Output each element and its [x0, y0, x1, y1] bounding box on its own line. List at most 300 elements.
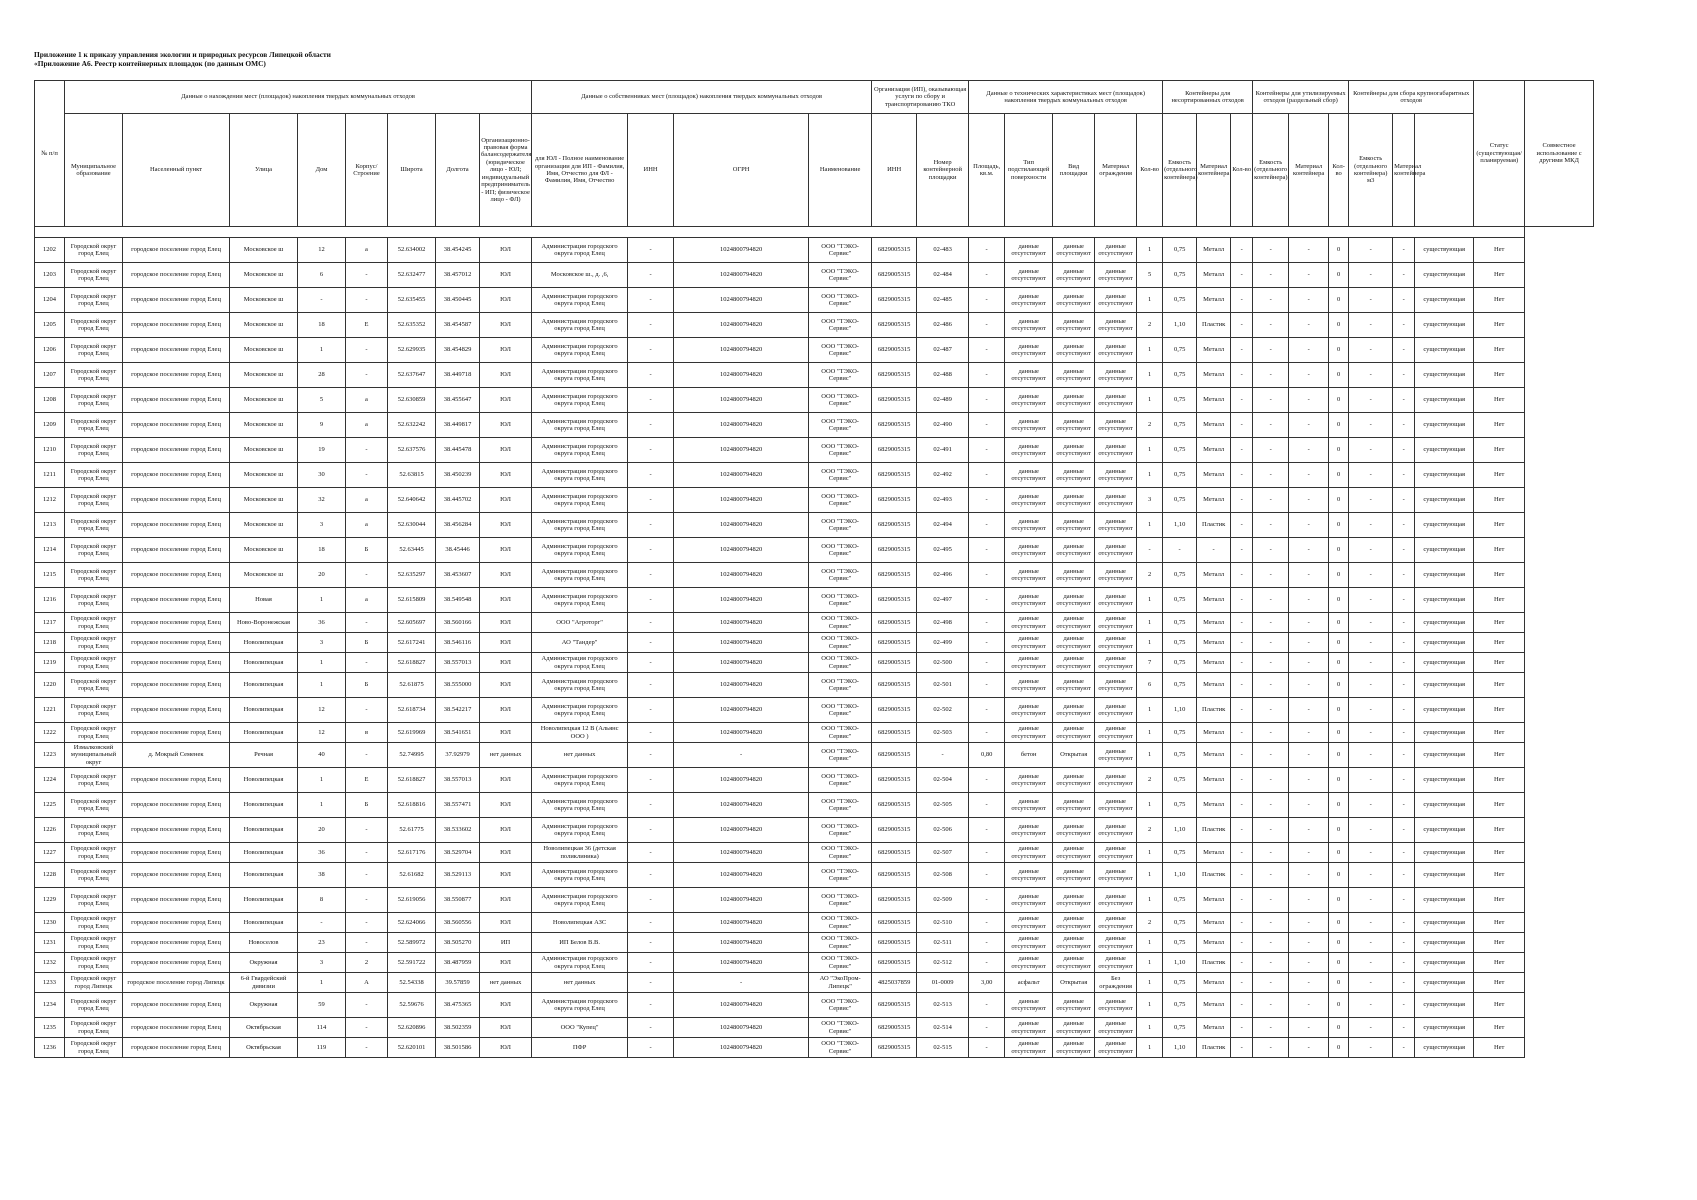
- cell-owner-name: Администрация городского округа город Елец: [532, 953, 628, 973]
- table-row: [35, 768, 1594, 793]
- cell-operator-inn: 6829005315: [872, 743, 917, 768]
- cell-status: существующая: [1415, 933, 1474, 953]
- header-spacer: [35, 227, 1594, 238]
- cell-surface: данные отсутствуют: [1005, 388, 1053, 413]
- cell-operator-name: ООО "ТЭКО-Сервис": [809, 633, 872, 653]
- header-legal-form: Организационно-правовая форма балансодержателя (юридическое лицо - ЮЛ; индивидуальный предприниматель - ИП; физическое лицо - ФЛ): [480, 114, 532, 227]
- cell-lon: 38.455647: [436, 388, 480, 413]
- cell-settlement: городское поселение город Елец: [123, 563, 230, 588]
- cell-bulky-count: 0: [1329, 653, 1349, 673]
- cell-site-type: данные отсутствуют: [1053, 613, 1095, 633]
- cell-surface: данные отсутствуют: [1005, 263, 1053, 288]
- cell-status: существующая: [1415, 338, 1474, 363]
- cell-unsorted-material: Пластик: [1197, 953, 1231, 973]
- cell-separate-count: -: [1231, 488, 1253, 513]
- cell-unsorted-material: Металл: [1197, 338, 1231, 363]
- header-municipality: Муниципальное образование: [65, 114, 123, 227]
- cell-bulky-capacity: -: [1349, 488, 1393, 513]
- cell-site-number: 01-0009: [917, 973, 969, 993]
- cell-owner-name: Администрация городского округа город Елец: [532, 653, 628, 673]
- cell-lon: 38.457012: [436, 263, 480, 288]
- cell-street: Московское ш: [230, 363, 298, 388]
- cell-inn: -: [628, 238, 674, 263]
- cell-inn: -: [628, 338, 674, 363]
- cell-ogrn: 1024800794820: [674, 363, 809, 388]
- cell-lon: 38.454829: [436, 338, 480, 363]
- cell-house: 20: [298, 818, 346, 843]
- cell-municipality: Городской округ город Елец: [65, 1018, 123, 1038]
- cell-separate-material: -: [1289, 538, 1329, 563]
- header-owner-name: для ЮЛ - Полное наименование организации для ИП - Фамилия, Имя, Отчество для ФЛ - Фамилия, Имя, Отчество: [532, 114, 628, 227]
- cell-inn: -: [628, 313, 674, 338]
- cell-legal-form: ЮЛ: [480, 843, 532, 863]
- cell-separate-capacity: -: [1253, 438, 1289, 463]
- cell-unsorted-material: Металл: [1197, 993, 1231, 1018]
- cell-municipality: Городской округ город Елец: [65, 388, 123, 413]
- cell-separate-material: -: [1289, 1038, 1329, 1058]
- cell-surface: асфальт: [1005, 973, 1053, 993]
- cell-fence: данные отсутствуют: [1095, 888, 1137, 913]
- cell-operator-name: ООО "ТЭКО-Сервис": [809, 438, 872, 463]
- cell-unsorted-capacity: 0,75: [1163, 463, 1197, 488]
- cell-building: -: [346, 1018, 388, 1038]
- cell-bulky-capacity: -: [1349, 288, 1393, 313]
- cell-area: -: [969, 843, 1005, 863]
- cell-num: 1222: [35, 723, 65, 743]
- cell-operator-inn: 6829005315: [872, 653, 917, 673]
- cell-operator-name: ООО "ТЭКО-Сервис": [809, 863, 872, 888]
- cell-unsorted-capacity: 1,10: [1163, 1038, 1197, 1058]
- cell-num: 1208: [35, 388, 65, 413]
- cell-street: Новолипецкая: [230, 818, 298, 843]
- cell-owner-name: Администрация городского округа город Елец: [532, 538, 628, 563]
- cell-fence: данные отсутствуют: [1095, 488, 1137, 513]
- cell-ogrn: 1024800794820: [674, 613, 809, 633]
- cell-separate-material: -: [1289, 673, 1329, 698]
- table-row: [35, 338, 1594, 363]
- cell-bulky-count: 0: [1329, 1038, 1349, 1058]
- cell-separate-capacity: -: [1253, 913, 1289, 933]
- cell-owner-name: Администрация городского округа город Елец: [532, 563, 628, 588]
- cell-separate-material: -: [1289, 698, 1329, 723]
- cell-lat: 52.635352: [388, 313, 436, 338]
- cell-shared: Нет: [1474, 288, 1525, 313]
- header-bulky-count: Кол-во: [1329, 114, 1349, 227]
- cell-lon: 38.45446: [436, 538, 480, 563]
- cell-separate-capacity: -: [1253, 338, 1289, 363]
- cell-lat: 52.59676: [388, 993, 436, 1018]
- cell-num: 1233: [35, 973, 65, 993]
- cell-unsorted-material: Металл: [1197, 413, 1231, 438]
- group-bulky: Контейнеры для сбора крупногабаритных отходов: [1349, 81, 1474, 114]
- cell-fence: данные отсутствуют: [1095, 953, 1137, 973]
- cell-ogrn: 1024800794820: [674, 563, 809, 588]
- cell-unsorted-count: 1: [1137, 363, 1163, 388]
- cell-unsorted-count: 2: [1137, 818, 1163, 843]
- cell-area: -: [969, 238, 1005, 263]
- cell-operator-name: ООО "ТЭКО-Сервис": [809, 263, 872, 288]
- cell-site-number: 02-509: [917, 888, 969, 913]
- cell-site-number: -: [917, 743, 969, 768]
- cell-separate-material: -: [1289, 588, 1329, 613]
- cell-shared: Нет: [1474, 973, 1525, 993]
- group-tech: Данные о технических характеристиках мест (площадок) накопления твердых коммунальных отходов: [969, 81, 1163, 114]
- table-row: [35, 413, 1594, 438]
- cell-unsorted-material: Пластик: [1197, 513, 1231, 538]
- cell-bulky-count: 0: [1329, 513, 1349, 538]
- cell-separate-count: -: [1231, 613, 1253, 633]
- cell-inn: -: [628, 793, 674, 818]
- cell-separate-count: -: [1231, 953, 1253, 973]
- cell-lon: 38.449817: [436, 413, 480, 438]
- cell-bulky-material: -: [1393, 673, 1415, 698]
- cell-operator-name: ООО "ТЭКО-Сервис": [809, 743, 872, 768]
- cell-unsorted-count: 1: [1137, 633, 1163, 653]
- cell-shared: Нет: [1474, 888, 1525, 913]
- cell-street: Новолипецкая: [230, 653, 298, 673]
- cell-status: существующая: [1415, 698, 1474, 723]
- cell-lat: 52.629935: [388, 338, 436, 363]
- cell-municipality: Городской округ город Елец: [65, 698, 123, 723]
- cell-site-type: данные отсутствуют: [1053, 388, 1095, 413]
- cell-site-number: 02-502: [917, 698, 969, 723]
- cell-fence: данные отсутствуют: [1095, 673, 1137, 698]
- cell-fence: данные отсутствуют: [1095, 263, 1137, 288]
- cell-site-type: данные отсутствуют: [1053, 413, 1095, 438]
- header-operator-inn: ИНН: [872, 114, 917, 227]
- cell-separate-count: -: [1231, 973, 1253, 993]
- cell-unsorted-count: 1: [1137, 388, 1163, 413]
- cell-bulky-count: 0: [1329, 843, 1349, 863]
- cell-lon: 38.454587: [436, 313, 480, 338]
- cell-unsorted-count: 2: [1137, 413, 1163, 438]
- cell-shared: Нет: [1474, 913, 1525, 933]
- cell-separate-capacity: -: [1253, 818, 1289, 843]
- cell-operator-inn: 6829005315: [872, 288, 917, 313]
- cell-bulky-capacity: -: [1349, 633, 1393, 653]
- cell-inn: -: [628, 438, 674, 463]
- cell-unsorted-material: Пластик: [1197, 698, 1231, 723]
- cell-ogrn: -: [674, 973, 809, 993]
- cell-legal-form: ЮЛ: [480, 818, 532, 843]
- cell-separate-count: -: [1231, 513, 1253, 538]
- cell-operator-name: ООО "ТЭКО-Сервис": [809, 538, 872, 563]
- cell-owner-name: Администрация городского округа город Елец: [532, 338, 628, 363]
- cell-settlement: городское поселение город Елец: [123, 863, 230, 888]
- cell-unsorted-count: 1: [1137, 238, 1163, 263]
- cell-ogrn: 1024800794820: [674, 863, 809, 888]
- cell-lat: 52.619056: [388, 888, 436, 913]
- cell-lon: 38.501586: [436, 1038, 480, 1058]
- cell-building: а: [346, 238, 388, 263]
- cell-lon: 38.487959: [436, 953, 480, 973]
- cell-fence: данные отсутствуют: [1095, 538, 1137, 563]
- cell-unsorted-count: 5: [1137, 263, 1163, 288]
- cell-bulky-count: 0: [1329, 463, 1349, 488]
- cell-inn: -: [628, 588, 674, 613]
- cell-house: 1: [298, 338, 346, 363]
- cell-legal-form: ИП: [480, 933, 532, 953]
- cell-house: 18: [298, 538, 346, 563]
- table-row: [35, 588, 1594, 613]
- cell-surface: данные отсутствуют: [1005, 653, 1053, 673]
- cell-municipality: Городской округ город Елец: [65, 768, 123, 793]
- cell-inn: -: [628, 388, 674, 413]
- cell-bulky-count: 0: [1329, 613, 1349, 633]
- cell-unsorted-count: 2: [1137, 768, 1163, 793]
- cell-operator-name: ООО "ТЭКО-Сервис": [809, 313, 872, 338]
- cell-site-type: данные отсутствуют: [1053, 288, 1095, 313]
- cell-house: 8: [298, 888, 346, 913]
- cell-house: -: [298, 913, 346, 933]
- cell-bulky-capacity: -: [1349, 723, 1393, 743]
- cell-unsorted-capacity: 0,75: [1163, 238, 1197, 263]
- cell-building: -: [346, 993, 388, 1018]
- cell-lat: 52.630859: [388, 388, 436, 413]
- cell-municipality: Городской округ город Елец: [65, 793, 123, 818]
- cell-building: -: [346, 613, 388, 633]
- cell-legal-form: ЮЛ: [480, 913, 532, 933]
- cell-surface: данные отсутствуют: [1005, 863, 1053, 888]
- cell-fence: данные отсутствуют: [1095, 513, 1137, 538]
- cell-separate-count: -: [1231, 698, 1253, 723]
- cell-separate-material: -: [1289, 488, 1329, 513]
- cell-house: 9: [298, 413, 346, 438]
- cell-separate-count: -: [1231, 238, 1253, 263]
- cell-site-type: данные отсутствуют: [1053, 538, 1095, 563]
- cell-settlement: городское поселение город Елец: [123, 768, 230, 793]
- cell-house: 1: [298, 793, 346, 818]
- cell-fence: данные отсутствуют: [1095, 588, 1137, 613]
- cell-bulky-material: -: [1393, 513, 1415, 538]
- cell-settlement: д. Мокрый Семенек: [123, 743, 230, 768]
- cell-surface: данные отсутствуют: [1005, 1038, 1053, 1058]
- table-row: [35, 888, 1594, 913]
- cell-unsorted-capacity: 0,75: [1163, 263, 1197, 288]
- cell-street: Московское ш: [230, 413, 298, 438]
- table-row: [35, 818, 1594, 843]
- container-sites-registry-table: [34, 80, 1594, 1058]
- cell-fence: данные отсутствуют: [1095, 313, 1137, 338]
- cell-operator-name: ООО "ТЭКО-Сервис": [809, 653, 872, 673]
- header-site-type: Вид площадки: [1053, 114, 1095, 227]
- cell-inn: -: [628, 633, 674, 653]
- cell-shared: Нет: [1474, 388, 1525, 413]
- cell-owner-name: ООО "Купец": [532, 1018, 628, 1038]
- table-row: [35, 1018, 1594, 1038]
- cell-surface: данные отсутствуют: [1005, 993, 1053, 1018]
- cell-num: 1221: [35, 698, 65, 723]
- cell-surface: данные отсутствуют: [1005, 768, 1053, 793]
- cell-street: Московское ш: [230, 438, 298, 463]
- cell-separate-count: -: [1231, 793, 1253, 818]
- cell-site-number: 02-508: [917, 863, 969, 888]
- cell-separate-count: -: [1231, 843, 1253, 863]
- cell-status: существующая: [1415, 288, 1474, 313]
- cell-bulky-count: 0: [1329, 438, 1349, 463]
- cell-unsorted-material: Металл: [1197, 673, 1231, 698]
- cell-building: -: [346, 438, 388, 463]
- cell-street: Новолипецкая: [230, 633, 298, 653]
- cell-separate-material: -: [1289, 723, 1329, 743]
- cell-street: Новая: [230, 588, 298, 613]
- cell-unsorted-capacity: 0,75: [1163, 488, 1197, 513]
- cell-area: -: [969, 488, 1005, 513]
- cell-operator-name: ООО "ТЭКО-Сервис": [809, 388, 872, 413]
- cell-area: 0,80: [969, 743, 1005, 768]
- cell-ogrn: 1024800794820: [674, 438, 809, 463]
- header-separate-count: Кол-во: [1231, 114, 1253, 227]
- cell-separate-material: -: [1289, 933, 1329, 953]
- cell-num: 1231: [35, 933, 65, 953]
- cell-separate-material: -: [1289, 1018, 1329, 1038]
- table-row: [35, 613, 1594, 633]
- cell-operator-name: ООО "ТЭКО-Сервис": [809, 588, 872, 613]
- cell-municipality: Городской округ город Елец: [65, 563, 123, 588]
- cell-area: -: [969, 363, 1005, 388]
- cell-building: -: [346, 463, 388, 488]
- heading-line-1: Приложение 1 к приказу управления экологии и природных ресурсов Липецкой области: [34, 50, 331, 59]
- cell-municipality: Городской округ город Елец: [65, 613, 123, 633]
- cell-separate-capacity: -: [1253, 388, 1289, 413]
- cell-street: Московское ш: [230, 388, 298, 413]
- cell-num: 1232: [35, 953, 65, 973]
- cell-municipality: Городской округ город Елец: [65, 238, 123, 263]
- cell-ogrn: -: [674, 743, 809, 768]
- cell-shared: Нет: [1474, 743, 1525, 768]
- cell-street: Речная: [230, 743, 298, 768]
- cell-street: 6-й Гвардейский дивизии: [230, 973, 298, 993]
- cell-legal-form: ЮЛ: [480, 888, 532, 913]
- cell-bulky-material: -: [1393, 843, 1415, 863]
- cell-unsorted-count: 1: [1137, 723, 1163, 743]
- cell-bulky-count: 0: [1329, 973, 1349, 993]
- cell-inn: -: [628, 723, 674, 743]
- cell-legal-form: ЮЛ: [480, 338, 532, 363]
- cell-bulky-material: -: [1393, 913, 1415, 933]
- cell-site-number: 02-515: [917, 1038, 969, 1058]
- cell-unsorted-count: 1: [1137, 863, 1163, 888]
- cell-lat: 52.634002: [388, 238, 436, 263]
- cell-num: 1216: [35, 588, 65, 613]
- cell-bulky-material: -: [1393, 413, 1415, 438]
- cell-legal-form: ЮЛ: [480, 413, 532, 438]
- cell-bulky-material: -: [1393, 538, 1415, 563]
- cell-bulky-count: 0: [1329, 288, 1349, 313]
- cell-site-number: 02-496: [917, 563, 969, 588]
- cell-lat: 52.591722: [388, 953, 436, 973]
- cell-settlement: городское поселение город Елец: [123, 263, 230, 288]
- header-bulky-material: Материал контейнера: [1393, 114, 1415, 227]
- cell-operator-name: ООО "ТЭКО-Сервис": [809, 488, 872, 513]
- cell-bulky-capacity: -: [1349, 263, 1393, 288]
- cell-operator-name: ООО "ТЭКО-Сервис": [809, 843, 872, 863]
- cell-operator-name: ООО "ТЭКО-Сервис": [809, 723, 872, 743]
- cell-num: 1214: [35, 538, 65, 563]
- cell-unsorted-count: -: [1137, 538, 1163, 563]
- cell-unsorted-count: 3: [1137, 488, 1163, 513]
- cell-unsorted-material: Металл: [1197, 488, 1231, 513]
- cell-legal-form: ЮЛ: [480, 463, 532, 488]
- cell-street: Новоселов: [230, 933, 298, 953]
- cell-separate-capacity: -: [1253, 993, 1289, 1018]
- cell-site-type: данные отсутствуют: [1053, 363, 1095, 388]
- cell-shared: Нет: [1474, 723, 1525, 743]
- cell-fence: данные отсутствуют: [1095, 743, 1137, 768]
- cell-lon: 38.456284: [436, 513, 480, 538]
- cell-shared: Нет: [1474, 463, 1525, 488]
- cell-separate-material: -: [1289, 633, 1329, 653]
- cell-operator-name: ООО "ТЭКО-Сервис": [809, 563, 872, 588]
- cell-area: -: [969, 888, 1005, 913]
- cell-bulky-count: 0: [1329, 313, 1349, 338]
- cell-bulky-material: -: [1393, 953, 1415, 973]
- table-row: [35, 488, 1594, 513]
- cell-bulky-capacity: -: [1349, 843, 1393, 863]
- cell-bulky-count: 0: [1329, 818, 1349, 843]
- table-row: [35, 538, 1594, 563]
- cell-status: существующая: [1415, 588, 1474, 613]
- cell-separate-count: -: [1231, 1038, 1253, 1058]
- cell-operator-inn: 6829005315: [872, 563, 917, 588]
- cell-legal-form: ЮЛ: [480, 698, 532, 723]
- cell-fence: данные отсутствуют: [1095, 993, 1137, 1018]
- cell-settlement: городское поселение город Елец: [123, 843, 230, 863]
- cell-site-type: данные отсутствуют: [1053, 933, 1095, 953]
- cell-building: -: [346, 698, 388, 723]
- cell-inn: -: [628, 363, 674, 388]
- cell-bulky-capacity: -: [1349, 913, 1393, 933]
- cell-num: 1212: [35, 488, 65, 513]
- cell-unsorted-count: 1: [1137, 613, 1163, 633]
- cell-settlement: городское поселение город Елец: [123, 1038, 230, 1058]
- cell-num: 1205: [35, 313, 65, 338]
- cell-shared: Нет: [1474, 613, 1525, 633]
- cell-bulky-capacity: -: [1349, 463, 1393, 488]
- cell-legal-form: ЮЛ: [480, 588, 532, 613]
- cell-area: -: [969, 818, 1005, 843]
- cell-municipality: Городской округ город Елец: [65, 818, 123, 843]
- cell-building: а: [346, 413, 388, 438]
- cell-bulky-count: 0: [1329, 743, 1349, 768]
- document-heading: [34, 50, 331, 68]
- cell-municipality: Городской округ город Елец: [65, 933, 123, 953]
- cell-area: -: [969, 563, 1005, 588]
- cell-surface: данные отсутствуют: [1005, 698, 1053, 723]
- cell-unsorted-capacity: 0,75: [1163, 613, 1197, 633]
- cell-separate-material: -: [1289, 888, 1329, 913]
- cell-num: 1210: [35, 438, 65, 463]
- cell-area: -: [969, 1038, 1005, 1058]
- cell-surface: данные отсутствуют: [1005, 953, 1053, 973]
- cell-legal-form: ЮЛ: [480, 1038, 532, 1058]
- cell-building: Б: [346, 793, 388, 818]
- cell-operator-inn: 6829005315: [872, 463, 917, 488]
- cell-status: существующая: [1415, 913, 1474, 933]
- cell-legal-form: ЮЛ: [480, 238, 532, 263]
- cell-operator-name: ООО "ТЭКО-Сервис": [809, 768, 872, 793]
- header-separate-capacity: Емкость (отдельного контейнера): [1253, 114, 1289, 227]
- cell-municipality: Измалковский муниципальный округ: [65, 743, 123, 768]
- cell-separate-count: -: [1231, 743, 1253, 768]
- cell-unsorted-count: 1: [1137, 973, 1163, 993]
- cell-house: 36: [298, 613, 346, 633]
- cell-fence: данные отсутствуют: [1095, 653, 1137, 673]
- cell-separate-count: -: [1231, 288, 1253, 313]
- cell-operator-name: ООО "ТЭКО-Сервис": [809, 793, 872, 818]
- cell-house: 1: [298, 673, 346, 698]
- cell-num: 1234: [35, 993, 65, 1018]
